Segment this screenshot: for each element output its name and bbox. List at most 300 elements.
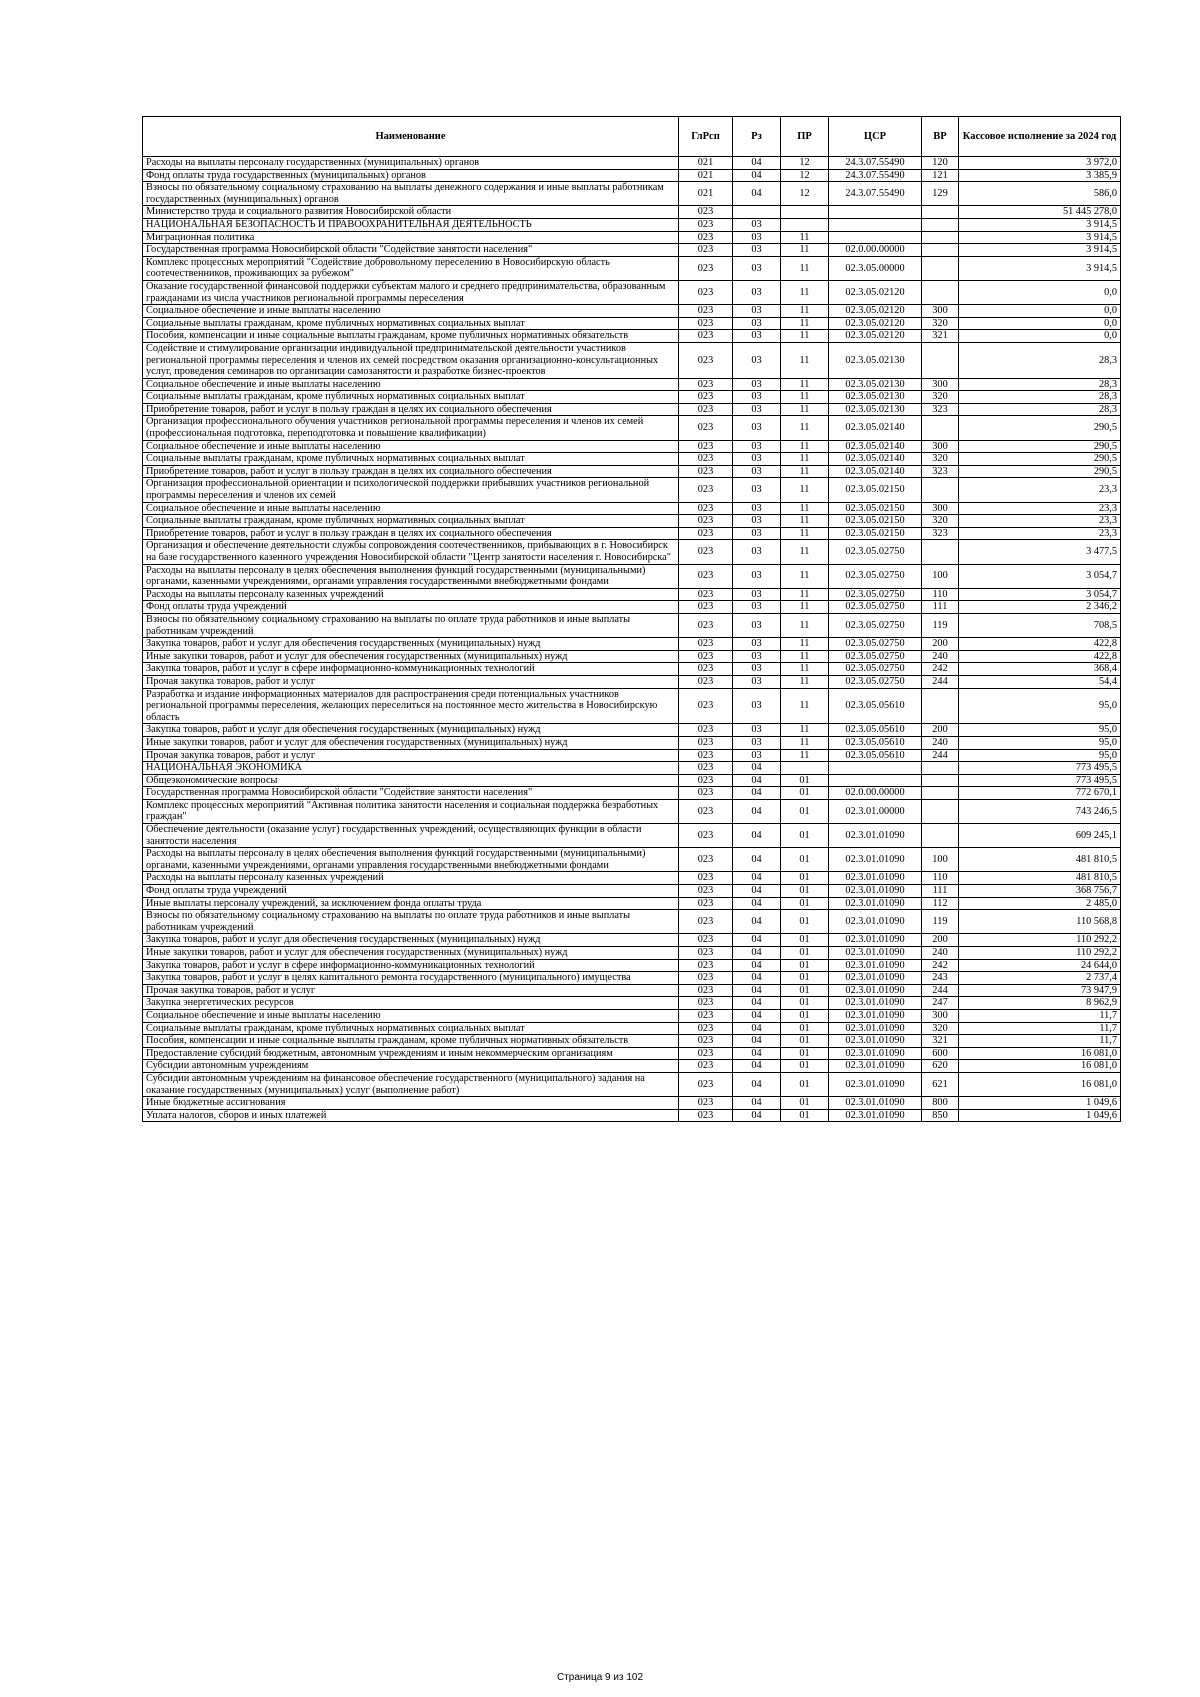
cell-name: Государственная программа Новосибирской области "Содействие занятости населения" [143, 244, 679, 257]
cell-amount: 28,3 [959, 342, 1121, 378]
cell-amount: 23,3 [959, 527, 1121, 540]
table-row [143, 540, 1121, 564]
cell-pr: 11 [781, 453, 829, 466]
cell-amount: 24 644,0 [959, 959, 1121, 972]
table-row [143, 762, 1121, 775]
table-row [143, 244, 1121, 257]
cell-rz: 03 [733, 502, 781, 515]
cell-glrsp: 023 [679, 787, 733, 800]
cell-name: Взносы по обязательному социальному страхованию на выплаты денежного содержания и иные выплаты работникам государственных (муниципальных) органов [143, 182, 679, 206]
cell-pr: 12 [781, 169, 829, 182]
cell-glrsp: 023 [679, 416, 733, 440]
cell-csr: 02.3.05.02140 [829, 416, 922, 440]
cell-pr: 11 [781, 391, 829, 404]
cell-csr: 02.3.01.01090 [829, 1022, 922, 1035]
cell-name: Иные закупки товаров, работ и услуг для обеспечения государственных (муниципальных) нужд [143, 650, 679, 663]
cell-name: Социальное обеспечение и иные выплаты населению [143, 1009, 679, 1022]
cell-pr: 01 [781, 799, 829, 823]
cell-glrsp: 023 [679, 527, 733, 540]
cell-rz: 04 [733, 1047, 781, 1060]
cell-amount: 16 081,0 [959, 1047, 1121, 1060]
cell-csr: 02.3.01.01090 [829, 897, 922, 910]
table-row [143, 391, 1121, 404]
cell-rz: 03 [733, 330, 781, 343]
cell-glrsp: 023 [679, 502, 733, 515]
cell-glrsp: 023 [679, 330, 733, 343]
cell-amount: 8 962,9 [959, 997, 1121, 1010]
cell-amount: 0,0 [959, 280, 1121, 304]
cell-name: Миграционная политика [143, 231, 679, 244]
cell-rz: 04 [733, 799, 781, 823]
cell-amount: 16 081,0 [959, 1072, 1121, 1096]
cell-amount: 95,0 [959, 749, 1121, 762]
cell-csr: 02.3.01.01090 [829, 1060, 922, 1073]
cell-amount: 95,0 [959, 736, 1121, 749]
cell-glrsp: 023 [679, 317, 733, 330]
cell-amount: 2 737,4 [959, 972, 1121, 985]
table-row [143, 231, 1121, 244]
cell-glrsp: 023 [679, 231, 733, 244]
cell-glrsp: 023 [679, 650, 733, 663]
cell-pr: 11 [781, 736, 829, 749]
cell-rz: 04 [733, 910, 781, 934]
cell-csr: 02.3.05.02130 [829, 342, 922, 378]
cell-csr [829, 206, 922, 219]
cell-amount: 481 810,5 [959, 872, 1121, 885]
cell-name: Разработка и издание информационных материалов для распространения среди потенциальных участников региональной программы переселения, желающих переселиться на постоянное место жительства в Новосибирскую область [143, 688, 679, 724]
cell-vr: 240 [922, 947, 959, 960]
cell-pr: 01 [781, 1060, 829, 1073]
cell-vr: 119 [922, 910, 959, 934]
cell-csr: 02.3.05.02150 [829, 515, 922, 528]
cell-rz: 03 [733, 724, 781, 737]
cell-glrsp: 023 [679, 305, 733, 318]
cell-amount: 0,0 [959, 330, 1121, 343]
cell-amount: 73 947,9 [959, 984, 1121, 997]
cell-glrsp: 023 [679, 403, 733, 416]
table-row [143, 1047, 1121, 1060]
cell-csr: 02.3.01.01090 [829, 1047, 922, 1060]
cell-csr: 02.3.05.05610 [829, 688, 922, 724]
cell-amount: 290,5 [959, 440, 1121, 453]
cell-csr: 02.3.05.02750 [829, 601, 922, 614]
cell-amount: 23,3 [959, 515, 1121, 528]
cell-csr: 02.3.01.01090 [829, 824, 922, 848]
cell-name: Содействие и стимулирование организации индивидуальной предпринимательской деятельности участников региональной программы переселения и членов их семей посредством оказания организационно-консультационных услуг, проведения семинаров по организации самозанятости и разработке бизнес-проектов [143, 342, 679, 378]
cell-glrsp: 023 [679, 588, 733, 601]
cell-vr: 242 [922, 959, 959, 972]
cell-vr: 200 [922, 724, 959, 737]
cell-glrsp: 023 [679, 638, 733, 651]
cell-vr: 243 [922, 972, 959, 985]
cell-amount: 23,3 [959, 502, 1121, 515]
cell-amount: 95,0 [959, 724, 1121, 737]
page-number: Страница 9 из 102 [556, 1672, 644, 1683]
cell-vr: 300 [922, 378, 959, 391]
budget-execution-table [142, 116, 1121, 1122]
cell-pr: 11 [781, 724, 829, 737]
cell-csr [829, 774, 922, 787]
cell-vr: 242 [922, 663, 959, 676]
cell-name: Иные бюджетные ассигнования [143, 1097, 679, 1110]
table-row [143, 1109, 1121, 1122]
cell-pr: 01 [781, 1072, 829, 1096]
cell-pr: 01 [781, 1035, 829, 1048]
cell-pr: 12 [781, 182, 829, 206]
cell-rz: 04 [733, 1109, 781, 1122]
cell-amount: 28,3 [959, 391, 1121, 404]
cell-amount: 422,8 [959, 650, 1121, 663]
cell-amount: 708,5 [959, 613, 1121, 637]
cell-name: Социальные выплаты гражданам, кроме публичных нормативных социальных выплат [143, 1022, 679, 1035]
table-row [143, 1035, 1121, 1048]
cell-vr: 240 [922, 736, 959, 749]
cell-name: Приобретение товаров, работ и услуг в пользу граждан в целях их социального обеспечения [143, 403, 679, 416]
cell-glrsp: 023 [679, 244, 733, 257]
table-row [143, 453, 1121, 466]
cell-vr: 111 [922, 601, 959, 614]
cell-glrsp: 023 [679, 206, 733, 219]
cell-amount: 773 495,5 [959, 762, 1121, 775]
cell-pr: 01 [781, 972, 829, 985]
cell-name: Министерство труда и социального развития Новосибирской области [143, 206, 679, 219]
cell-name: Организация и обеспечение деятельности службы сопровождения соотечественников, прибывающих в г. Новосибирск на базе государственного казенного учреждения Новосибирской области "Центр занятости населения г. Новосибирска" [143, 540, 679, 564]
cell-csr: 02.3.05.02750 [829, 663, 922, 676]
cell-amount: 2 346,2 [959, 601, 1121, 614]
cell-name: Закупка товаров, работ и услуг в сфере информационно-коммуникационных технологий [143, 663, 679, 676]
table-row [143, 897, 1121, 910]
cell-glrsp: 023 [679, 688, 733, 724]
cell-vr: 111 [922, 885, 959, 898]
cell-rz: 03 [733, 403, 781, 416]
cell-vr: 300 [922, 305, 959, 318]
cell-csr: 24.3.07.55490 [829, 182, 922, 206]
cell-vr: 112 [922, 897, 959, 910]
cell-name: Закупка товаров, работ и услуг для обеспечения государственных (муниципальных) нужд [143, 934, 679, 947]
cell-csr: 02.3.05.02120 [829, 305, 922, 318]
cell-pr: 11 [781, 330, 829, 343]
cell-amount: 0,0 [959, 317, 1121, 330]
cell-vr: 600 [922, 1047, 959, 1060]
cell-name: Комплекс процессных мероприятий "Активная политика занятости населения и социальная поддержка безработных граждан" [143, 799, 679, 823]
cell-amount: 110 568,8 [959, 910, 1121, 934]
cell-pr: 01 [781, 934, 829, 947]
cell-csr: 02.3.01.01090 [829, 910, 922, 934]
cell-rz: 03 [733, 478, 781, 502]
cell-glrsp: 023 [679, 613, 733, 637]
cell-name: Прочая закупка товаров, работ и услуг [143, 675, 679, 688]
table-row [143, 997, 1121, 1010]
cell-csr: 02.3.05.02750 [829, 588, 922, 601]
cell-csr [829, 762, 922, 775]
table-row [143, 724, 1121, 737]
cell-glrsp: 023 [679, 934, 733, 947]
cell-amount: 3 054,7 [959, 588, 1121, 601]
cell-glrsp: 023 [679, 280, 733, 304]
cell-rz: 04 [733, 157, 781, 170]
cell-name: Уплата налогов, сборов и иных платежей [143, 1109, 679, 1122]
cell-name: Взносы по обязательному социальному страхованию на выплаты по оплате труда работников и иные выплаты работникам учреждений [143, 910, 679, 934]
cell-csr: 02.3.05.02120 [829, 280, 922, 304]
cell-csr: 02.3.01.01090 [829, 1097, 922, 1110]
cell-rz: 03 [733, 231, 781, 244]
cell-glrsp: 021 [679, 182, 733, 206]
table-row [143, 1060, 1121, 1073]
cell-pr: 01 [781, 984, 829, 997]
cell-glrsp: 023 [679, 1035, 733, 1048]
cell-pr: 01 [781, 1047, 829, 1060]
cell-vr: 100 [922, 564, 959, 588]
table-row [143, 440, 1121, 453]
cell-pr: 01 [781, 848, 829, 872]
cell-pr: 11 [781, 440, 829, 453]
cell-pr: 11 [781, 650, 829, 663]
cell-vr: 621 [922, 1072, 959, 1096]
cell-pr: 11 [781, 527, 829, 540]
cell-pr: 11 [781, 416, 829, 440]
cell-name: Субсидии автономным учреждениям [143, 1060, 679, 1073]
cell-rz: 03 [733, 440, 781, 453]
header-pr: ПР [781, 117, 829, 157]
cell-pr: 01 [781, 872, 829, 885]
cell-amount: 609 245,1 [959, 824, 1121, 848]
cell-rz: 03 [733, 317, 781, 330]
cell-rz [733, 206, 781, 219]
cell-name: Закупка товаров, работ и услуг для обеспечения государственных (муниципальных) нужд [143, 724, 679, 737]
table-row [143, 465, 1121, 478]
cell-rz: 03 [733, 736, 781, 749]
cell-pr: 11 [781, 601, 829, 614]
cell-vr [922, 206, 959, 219]
cell-name: Закупка энергетических ресурсов [143, 997, 679, 1010]
cell-csr: 02.3.05.02140 [829, 440, 922, 453]
cell-name: Социальные выплаты гражданам, кроме публичных нормативных социальных выплат [143, 515, 679, 528]
cell-csr: 02.0.00.00000 [829, 244, 922, 257]
table-row [143, 1072, 1121, 1096]
cell-name: Общеэкономические вопросы [143, 774, 679, 787]
cell-vr: 300 [922, 440, 959, 453]
cell-vr: 320 [922, 453, 959, 466]
cell-rz: 03 [733, 613, 781, 637]
cell-rz: 04 [733, 762, 781, 775]
cell-csr: 02.3.05.05610 [829, 736, 922, 749]
cell-rz: 03 [733, 391, 781, 404]
table-row [143, 984, 1121, 997]
cell-name: Закупка товаров, работ и услуг в целях капитального ремонта государственного (муниципального) имущества [143, 972, 679, 985]
cell-csr: 02.3.05.02130 [829, 378, 922, 391]
cell-amount: 3 477,5 [959, 540, 1121, 564]
table-row [143, 910, 1121, 934]
cell-glrsp: 023 [679, 724, 733, 737]
cell-vr: 100 [922, 848, 959, 872]
table-row [143, 799, 1121, 823]
cell-glrsp: 023 [679, 540, 733, 564]
cell-rz: 03 [733, 638, 781, 651]
cell-glrsp: 023 [679, 897, 733, 910]
cell-csr: 02.3.05.05610 [829, 724, 922, 737]
cell-glrsp: 023 [679, 984, 733, 997]
table-row [143, 206, 1121, 219]
cell-pr: 01 [781, 947, 829, 960]
cell-amount: 110 292,2 [959, 947, 1121, 960]
cell-pr: 11 [781, 305, 829, 318]
cell-rz: 03 [733, 527, 781, 540]
cell-name: Фонд оплаты труда учреждений [143, 601, 679, 614]
cell-name: Прочая закупка товаров, работ и услуг [143, 749, 679, 762]
cell-rz: 04 [733, 169, 781, 182]
cell-csr: 02.3.05.02150 [829, 502, 922, 515]
cell-glrsp: 023 [679, 910, 733, 934]
cell-name: Пособия, компенсации и иные социальные выплаты гражданам, кроме публичных нормативных обязательств [143, 1035, 679, 1048]
cell-glrsp: 023 [679, 959, 733, 972]
cell-pr: 01 [781, 997, 829, 1010]
cell-amount: 290,5 [959, 453, 1121, 466]
cell-amount: 481 810,5 [959, 848, 1121, 872]
cell-glrsp: 023 [679, 675, 733, 688]
cell-glrsp: 023 [679, 378, 733, 391]
cell-rz: 03 [733, 465, 781, 478]
cell-glrsp: 023 [679, 1047, 733, 1060]
cell-vr: 110 [922, 872, 959, 885]
table-row [143, 588, 1121, 601]
cell-amount: 3 914,5 [959, 231, 1121, 244]
cell-glrsp: 021 [679, 169, 733, 182]
cell-pr: 11 [781, 515, 829, 528]
cell-csr: 02.3.05.02750 [829, 564, 922, 588]
cell-amount: 743 246,5 [959, 799, 1121, 823]
table-row [143, 934, 1121, 947]
cell-glrsp: 023 [679, 1109, 733, 1122]
cell-rz: 04 [733, 885, 781, 898]
cell-amount: 368 756,7 [959, 885, 1121, 898]
cell-pr: 11 [781, 231, 829, 244]
table-row [143, 330, 1121, 343]
cell-pr: 11 [781, 465, 829, 478]
cell-name: Социальное обеспечение и иные выплаты населению [143, 502, 679, 515]
cell-vr [922, 688, 959, 724]
cell-amount: 95,0 [959, 688, 1121, 724]
cell-vr: 200 [922, 934, 959, 947]
budget-table-container [142, 116, 1120, 1122]
cell-name: Субсидии автономным учреждениям на финансовое обеспечение государственного (муниципального) задания на оказание государственных (муниципальных) услуг (выполнение работ) [143, 1072, 679, 1096]
cell-rz: 04 [733, 1009, 781, 1022]
cell-glrsp: 023 [679, 872, 733, 885]
cell-vr: 321 [922, 1035, 959, 1048]
cell-amount: 3 914,5 [959, 256, 1121, 280]
table-row [143, 601, 1121, 614]
cell-amount: 28,3 [959, 378, 1121, 391]
cell-amount: 586,0 [959, 182, 1121, 206]
cell-amount: 16 081,0 [959, 1060, 1121, 1073]
cell-vr: 244 [922, 675, 959, 688]
cell-csr: 02.3.05.02750 [829, 675, 922, 688]
cell-csr: 02.3.01.01090 [829, 997, 922, 1010]
cell-rz: 04 [733, 774, 781, 787]
cell-amount: 1 049,6 [959, 1097, 1121, 1110]
cell-glrsp: 023 [679, 440, 733, 453]
cell-csr: 02.3.05.02750 [829, 638, 922, 651]
cell-csr [829, 218, 922, 231]
cell-rz: 03 [733, 749, 781, 762]
cell-csr: 02.3.01.01090 [829, 1072, 922, 1096]
cell-glrsp: 023 [679, 218, 733, 231]
cell-rz: 04 [733, 1097, 781, 1110]
table-row [143, 317, 1121, 330]
cell-glrsp: 023 [679, 601, 733, 614]
cell-rz: 04 [733, 972, 781, 985]
table-row [143, 256, 1121, 280]
cell-amount: 11,7 [959, 1022, 1121, 1035]
cell-amount: 110 292,2 [959, 934, 1121, 947]
cell-rz: 03 [733, 342, 781, 378]
cell-vr [922, 799, 959, 823]
cell-rz: 04 [733, 848, 781, 872]
cell-pr: 01 [781, 787, 829, 800]
cell-name: Социальные выплаты гражданам, кроме публичных нормативных социальных выплат [143, 391, 679, 404]
cell-name: Приобретение товаров, работ и услуг в пользу граждан в целях их социального обеспечения [143, 465, 679, 478]
cell-pr: 11 [781, 280, 829, 304]
table-row [143, 613, 1121, 637]
cell-name: Расходы на выплаты персоналу в целях обеспечения выполнения функций государственными (муниципальными) органами, казенными учреждениями, органами управления государственными внебюджетными фондами [143, 564, 679, 588]
cell-rz: 04 [733, 1072, 781, 1096]
cell-glrsp: 023 [679, 1022, 733, 1035]
cell-vr: 129 [922, 182, 959, 206]
cell-csr: 02.3.05.02130 [829, 391, 922, 404]
cell-name: Иные выплаты персоналу учреждений, за исключением фонда оплаты труда [143, 897, 679, 910]
cell-vr: 320 [922, 1022, 959, 1035]
cell-name: Прочая закупка товаров, работ и услуг [143, 984, 679, 997]
table-body [143, 157, 1121, 1122]
table-row [143, 736, 1121, 749]
cell-glrsp: 023 [679, 885, 733, 898]
cell-csr: 02.3.05.02140 [829, 465, 922, 478]
cell-vr: 620 [922, 1060, 959, 1073]
table-row [143, 663, 1121, 676]
cell-pr: 11 [781, 403, 829, 416]
cell-glrsp: 023 [679, 997, 733, 1010]
cell-vr: 320 [922, 391, 959, 404]
table-row [143, 218, 1121, 231]
cell-amount: 3 054,7 [959, 564, 1121, 588]
cell-pr: 01 [781, 1009, 829, 1022]
cell-amount: 773 495,5 [959, 774, 1121, 787]
table-row [143, 749, 1121, 762]
cell-name: Организация профессионального обучения участников региональной программы переселения и членов их семей (профессиональная подготовка, переподготовка и повышение квалификации) [143, 416, 679, 440]
table-row [143, 638, 1121, 651]
cell-pr: 11 [781, 688, 829, 724]
cell-csr: 02.3.01.01090 [829, 1009, 922, 1022]
cell-name: Приобретение товаров, работ и услуг в пользу граждан в целях их социального обеспечения [143, 527, 679, 540]
cell-rz: 04 [733, 824, 781, 848]
cell-vr: 320 [922, 515, 959, 528]
cell-rz: 04 [733, 947, 781, 960]
table-row [143, 872, 1121, 885]
header-glrsp: ГлРсп [679, 117, 733, 157]
cell-vr: 300 [922, 1009, 959, 1022]
table-row [143, 650, 1121, 663]
table-row [143, 527, 1121, 540]
cell-glrsp: 023 [679, 564, 733, 588]
table-row [143, 342, 1121, 378]
cell-csr: 02.3.01.00000 [829, 799, 922, 823]
cell-amount: 3 972,0 [959, 157, 1121, 170]
cell-amount: 422,8 [959, 638, 1121, 651]
table-row [143, 787, 1121, 800]
cell-pr [781, 218, 829, 231]
cell-name: Социальное обеспечение и иные выплаты населению [143, 305, 679, 318]
cell-pr: 11 [781, 588, 829, 601]
cell-pr: 01 [781, 910, 829, 934]
